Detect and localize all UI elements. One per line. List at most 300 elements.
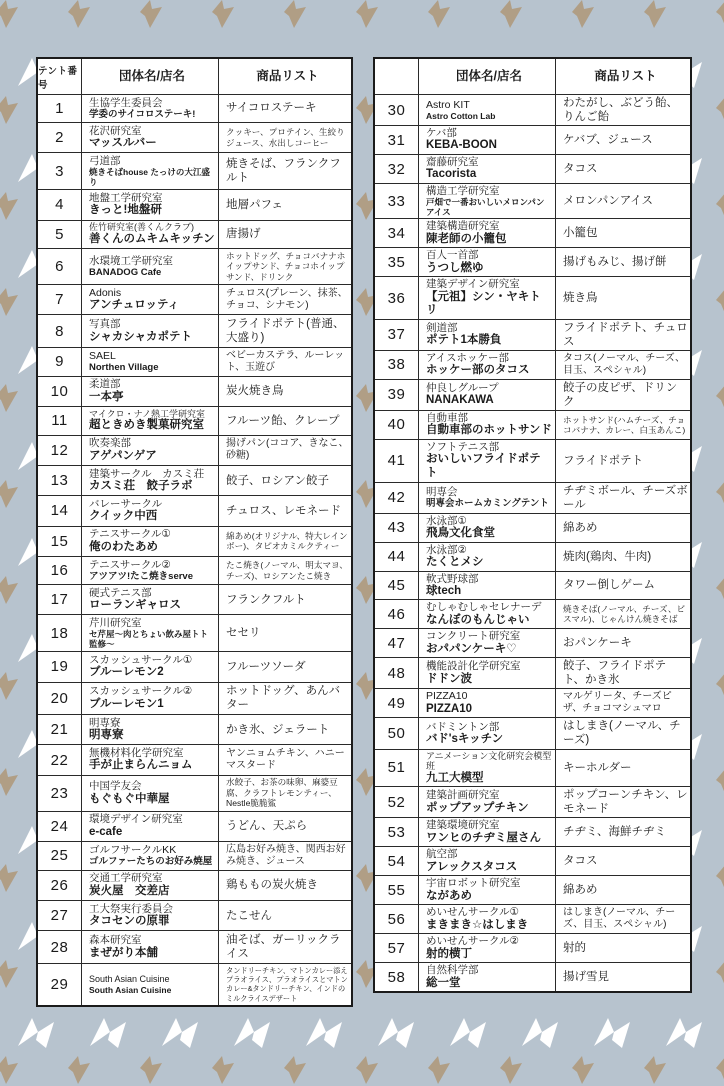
tent-number-cell <box>38 585 82 615</box>
items-cell <box>556 718 690 749</box>
items-cell <box>556 483 690 514</box>
org-name: ソフトテニス部 <box>426 440 500 453</box>
tent-number-cell <box>375 572 419 601</box>
header-row <box>38 59 351 95</box>
tent-number: 6 <box>55 258 64 276</box>
table-row <box>375 219 690 248</box>
item-list: 油そば、ガーリックライス <box>226 934 341 961</box>
shop-name: ドドン波 <box>426 672 472 685</box>
table-row <box>38 615 351 652</box>
tent-number-cell <box>375 184 419 219</box>
tent-number: 23 <box>50 784 69 802</box>
item-list: フライドポテト、チュロス <box>563 321 688 348</box>
item-list: 揚げもみじ、揚げ餅 <box>563 256 667 269</box>
org-shop-cell <box>419 658 556 689</box>
shop-name: 陳老師の小籠包 <box>426 232 507 245</box>
origami-bird-icon <box>66 1056 92 1086</box>
tent-number-cell <box>375 483 419 514</box>
item-list: たこ焼き(ノーマル、明太マヨ、チーズ)、ロシアンたこ焼き <box>226 560 348 581</box>
table-row <box>375 277 690 320</box>
items-cell <box>219 221 351 250</box>
org-shop-cell <box>419 126 556 155</box>
shop-name: South Asian Cuisine <box>89 984 172 995</box>
tent-number: 45 <box>387 576 406 594</box>
org-shop-cell <box>82 715 219 745</box>
table-row <box>38 496 351 526</box>
org-name: バドミントン部 <box>426 720 500 733</box>
tent-number-cell <box>375 351 419 380</box>
item-list: タワー倒しゲーム <box>563 579 655 592</box>
table-row <box>375 600 690 629</box>
items-cell <box>219 527 351 557</box>
tent-number-cell <box>375 411 419 440</box>
table-row <box>38 95 351 123</box>
shop-name: クイック中西 <box>89 510 158 523</box>
items-cell <box>556 440 690 483</box>
org-name: 構造工学研究室 <box>426 185 500 198</box>
org-name: 建築デザイン研究室 <box>426 278 520 291</box>
org-name: 地盤工学研究室 <box>89 191 163 204</box>
shop-name: カスミ荘 餃子ラボ <box>89 480 193 493</box>
table-row <box>375 184 690 219</box>
org-name: スカッシュサークル② <box>89 685 193 698</box>
tent-number-cell <box>38 652 82 682</box>
org-name: マイクロ・ナノ熱工学研究室 <box>89 408 206 419</box>
tent-number-cell <box>375 95 419 126</box>
item-list: 焼きそば(ノーマル、チーズ、ビスマル)、じゃんけん焼きそば <box>563 603 686 625</box>
items-cell <box>219 95 351 123</box>
tent-number: 55 <box>387 881 406 899</box>
org-shop-cell <box>82 901 219 931</box>
item-list: 地層パフェ <box>226 198 283 211</box>
shop-name: 明専会ホームカミングテント <box>426 498 549 510</box>
org-name: テニスサークル② <box>89 558 171 571</box>
tent-number: 15 <box>50 532 69 550</box>
shop-name: たくとメシ <box>426 555 484 568</box>
shop-name: 一本亭 <box>89 390 124 403</box>
shop-name: アンチュロッティ <box>89 299 180 312</box>
item-list: タコス <box>563 163 598 175</box>
tent-number-cell <box>375 718 419 749</box>
items-cell <box>556 277 690 320</box>
tent-list-table-left <box>36 57 353 1007</box>
origami-bird-icon <box>0 864 20 894</box>
org-name: 環境デザイン研究室 <box>89 813 183 826</box>
tent-number: 46 <box>387 605 406 623</box>
tent-number: 34 <box>387 224 406 242</box>
items-cell <box>556 351 690 380</box>
tent-number: 28 <box>50 938 69 956</box>
tent-number: 25 <box>50 847 69 865</box>
item-list: ポップコーンチキン、レモネード <box>563 789 688 816</box>
items-cell <box>556 95 690 126</box>
org-name: ケバ部 <box>426 127 457 140</box>
shop-name: ながあめ <box>426 889 472 902</box>
item-list: 焼き鳥 <box>563 292 598 305</box>
origami-bird-icon <box>426 0 452 30</box>
tent-number: 27 <box>50 907 69 925</box>
shop-name: 手が止まらんニョム <box>89 759 193 772</box>
tent-number-cell <box>375 847 419 876</box>
org-shop-cell <box>419 963 556 991</box>
tent-number-cell <box>375 514 419 543</box>
org-name: 航空部 <box>426 848 458 861</box>
item-list: 射的 <box>563 942 586 955</box>
org-name: ゴルフサークルKK <box>89 844 177 857</box>
items-cell <box>556 219 690 248</box>
shop-name: もぐもぐ中華屋 <box>89 792 170 805</box>
items-cell <box>219 153 351 190</box>
table-row <box>38 964 351 1005</box>
item-list: ケバブ、ジュース <box>563 134 653 147</box>
column-header-label: 商品リスト <box>594 68 657 83</box>
items-cell <box>556 689 690 718</box>
table-row <box>38 348 351 377</box>
item-list: 唐揚げ <box>226 228 261 241</box>
items-cell <box>219 466 351 496</box>
table-row <box>375 95 690 126</box>
tent-number-cell <box>38 931 82 963</box>
tent-number: 29 <box>50 975 69 993</box>
table-row <box>375 787 690 818</box>
tent-number-cell <box>38 901 82 931</box>
origami-bird-icon <box>714 864 724 894</box>
shop-name: きっと!地盤研 <box>89 204 162 217</box>
table-row <box>375 572 690 601</box>
origami-bird-icon <box>138 0 164 30</box>
tent-number: 7 <box>55 291 64 309</box>
table-row <box>38 585 351 615</box>
tent-number: 5 <box>55 225 64 243</box>
org-shop-cell <box>419 629 556 658</box>
origami-bird-icon <box>714 672 724 702</box>
table-row <box>375 963 690 991</box>
origami-bird-icon <box>0 480 20 510</box>
org-name: 自動車部 <box>426 412 468 425</box>
shop-name: おいしいフライドポテト <box>426 453 541 479</box>
tent-number-cell <box>38 407 82 436</box>
items-cell <box>219 652 351 682</box>
origami-crane-icon <box>16 1016 56 1052</box>
org-shop-cell <box>419 876 556 905</box>
org-shop-cell <box>419 277 556 320</box>
item-list: ヤンニョムチキン、ハニーマスタード <box>226 747 345 772</box>
item-list: 綿あめ(オリジナル、特大レインボー)、タピオカミルクティー <box>226 530 348 552</box>
org-name: 柔道部 <box>89 378 121 391</box>
org-name: 仲良しグループ <box>426 382 499 394</box>
shop-name: 九工大模型 <box>426 771 484 784</box>
items-cell <box>556 847 690 876</box>
items-cell <box>556 572 690 601</box>
org-name: 弓道部 <box>89 155 121 168</box>
shop-name: 自動車部のホットサンド <box>426 424 552 437</box>
item-list: 餃子、フライドポテト、かき氷 <box>563 660 667 687</box>
tent-number-cell <box>375 905 419 934</box>
items-column-header <box>219 59 351 95</box>
org-shop-cell <box>82 812 219 842</box>
org-name: 花沢研究室 <box>89 124 142 137</box>
items-cell <box>219 615 351 652</box>
org-shop-cell <box>419 689 556 718</box>
org-shop-cell <box>419 440 556 483</box>
org-shop-cell <box>82 776 219 812</box>
org-name: 芹川研究室 <box>89 617 142 630</box>
org-name: 明専寮 <box>89 716 121 729</box>
items-cell <box>556 963 690 991</box>
tent-number-cell <box>38 871 82 901</box>
table-row <box>38 557 351 585</box>
column-header-label: 団体名/店名 <box>119 69 185 84</box>
table-row <box>375 320 690 351</box>
org-name: 建築計画研究室 <box>426 789 500 802</box>
org-shop-cell <box>82 315 219 347</box>
item-list: サイコロステーキ <box>226 102 317 115</box>
tent-number: 16 <box>50 562 69 580</box>
tent-number-cell <box>38 95 82 123</box>
tent-number: 40 <box>387 416 406 434</box>
table-row <box>375 718 690 749</box>
table-row <box>375 847 690 876</box>
items-cell <box>219 377 351 407</box>
items-cell <box>219 683 351 715</box>
table-row <box>375 934 690 963</box>
org-shop-cell <box>82 527 219 557</box>
table-row <box>38 931 351 963</box>
origami-crane-icon <box>304 1016 344 1052</box>
org-shop-cell <box>419 95 556 126</box>
shop-name: 炭火屋 交差店 <box>89 884 170 897</box>
org-name: Adonis <box>89 286 122 299</box>
org-shop-cell <box>419 600 556 629</box>
tent-number-cell <box>375 689 419 718</box>
tent-number: 49 <box>387 694 406 712</box>
items-cell <box>556 818 690 847</box>
origami-bird-icon <box>714 384 724 414</box>
tent-number-cell <box>375 600 419 629</box>
origami-bird-icon <box>642 0 668 30</box>
org-name: 建築構造研究室 <box>426 220 500 233</box>
item-list: はしまき(ノーマル、チーズ) <box>563 720 681 747</box>
shop-name: 焼きそばhouse たっけの大江盛り <box>89 167 210 188</box>
table-row <box>38 683 351 715</box>
org-shop-cell <box>419 818 556 847</box>
origami-bird-icon <box>0 768 20 798</box>
org-name: 水環境工学研究室 <box>89 254 173 267</box>
shop-name: アゲパンゲア <box>89 449 157 462</box>
tent-number: 32 <box>387 160 406 178</box>
items-cell <box>219 745 351 775</box>
origami-bird-icon <box>0 384 20 414</box>
tent-number: 18 <box>50 624 69 642</box>
item-list: キーホルダー <box>563 761 632 774</box>
tent-number-cell <box>38 377 82 407</box>
item-list: 水餃子、お茶の味卵、麻婆豆腐、クラフトレモンティー、Nestle脆脆鯊 <box>226 777 338 809</box>
origami-bird-icon <box>0 576 20 606</box>
item-list: 餃子の皮ピザ、ドリンク <box>563 381 678 408</box>
items-cell <box>556 411 690 440</box>
table-row <box>375 750 690 788</box>
org-name: むしゃむしゃセレナーデ <box>426 601 542 614</box>
tent-number: 35 <box>387 253 406 271</box>
items-cell <box>219 407 351 436</box>
org-name: 森本研究室 <box>89 934 142 947</box>
items-cell <box>219 715 351 745</box>
org-shop-cell <box>82 871 219 901</box>
tent-number-cell <box>38 466 82 496</box>
origami-bird-icon <box>66 0 92 30</box>
origami-bird-icon <box>498 0 524 30</box>
table-row <box>38 466 351 496</box>
tent-number: 11 <box>51 412 68 430</box>
tent-number-cell <box>375 126 419 155</box>
org-shop-cell <box>419 184 556 219</box>
origami-crane-icon <box>592 1016 632 1052</box>
org-shop-column-header <box>82 59 219 95</box>
tent-number-cell <box>38 285 82 315</box>
org-shop-cell <box>419 155 556 184</box>
origami-bird-icon <box>714 768 724 798</box>
table-row <box>38 527 351 557</box>
tent-number-cell <box>38 745 82 775</box>
org-shop-cell <box>82 123 219 153</box>
item-list: 綿あめ <box>563 884 598 897</box>
shop-name: Tacorista <box>426 168 477 181</box>
tent-number: 9 <box>55 353 64 371</box>
table-row <box>38 436 351 466</box>
org-shop-cell <box>419 380 556 411</box>
shop-name: うつし燃ゆ <box>426 261 484 274</box>
shop-name: 【元祖】シン・ヤキトリ <box>426 290 541 317</box>
items-cell <box>556 184 690 219</box>
tent-number-cell <box>38 842 82 871</box>
shop-name: アレックスタコス <box>426 860 518 873</box>
items-cell <box>556 155 690 184</box>
item-list: チヂミボール、チーズボール <box>563 484 688 511</box>
origami-crane-icon <box>520 1016 560 1052</box>
org-shop-cell <box>82 285 219 315</box>
shop-name: 球tech <box>426 584 462 597</box>
org-name: 写真部 <box>89 318 121 331</box>
table-row <box>38 315 351 347</box>
item-list: マルゲリータ、チーズピザ、チョコマシュマロ <box>563 691 672 715</box>
origami-bird-icon <box>0 1056 20 1086</box>
table-row <box>38 221 351 250</box>
shop-name: ゴルファーたちのお好み焼屋 <box>89 856 213 868</box>
tent-number: 54 <box>387 852 406 870</box>
shop-name: KEBA-BOON <box>426 139 497 152</box>
tent-number: 10 <box>50 382 69 400</box>
org-name: 交通工学研究室 <box>89 872 163 885</box>
item-list: かき氷、ジェラート <box>226 723 330 736</box>
org-shop-cell <box>82 249 219 285</box>
item-list: おパンケーキ <box>563 637 632 650</box>
item-list: タコス(ノーマル、チーズ、目玉、スペシャル) <box>563 352 686 376</box>
org-name: 水泳部② <box>426 543 467 556</box>
org-name: テニスサークル① <box>89 528 171 541</box>
tent-number: 19 <box>50 658 69 676</box>
org-shop-cell <box>419 905 556 934</box>
origami-bird-icon <box>0 192 20 222</box>
shop-name: PIZZA10 <box>426 702 473 715</box>
tent-number: 56 <box>387 910 406 928</box>
table-row <box>375 380 690 411</box>
item-list: タコス <box>563 855 598 868</box>
origami-crane-icon <box>160 1016 200 1052</box>
org-name: 明専会 <box>426 485 458 498</box>
table-row <box>375 658 690 689</box>
shop-name: 総一堂 <box>426 976 461 989</box>
item-list: 揚げ雪見 <box>563 971 609 984</box>
tent-number: 52 <box>387 793 406 811</box>
org-shop-cell <box>82 221 219 250</box>
tent-number-column-header <box>375 59 419 95</box>
tent-number: 47 <box>387 634 406 652</box>
item-list: フルーツソーダ <box>226 660 306 673</box>
origami-bird-icon <box>0 960 20 990</box>
tent-number-cell <box>375 818 419 847</box>
origami-bird-icon <box>0 672 20 702</box>
org-shop-cell <box>82 683 219 715</box>
table-row <box>38 871 351 901</box>
table-row <box>375 483 690 514</box>
org-shop-cell <box>82 615 219 652</box>
origami-bird-icon <box>498 1056 524 1086</box>
tent-number-cell <box>375 934 419 963</box>
items-cell <box>219 776 351 812</box>
origami-crane-icon <box>664 1016 704 1052</box>
shop-name: ブルーレモン2 <box>89 666 164 679</box>
origami-bird-icon <box>714 1056 724 1086</box>
org-name: 剣道部 <box>426 321 458 334</box>
origami-bird-icon <box>0 0 20 30</box>
item-list: 焼肉(鶏肉、牛肉) <box>563 550 652 563</box>
tent-number-cell <box>375 543 419 572</box>
item-list: フライドポテト <box>563 454 644 467</box>
tent-number: 26 <box>50 876 69 894</box>
table-row <box>375 905 690 934</box>
table-row <box>375 440 690 483</box>
tent-number: 58 <box>387 968 406 986</box>
tent-number: 51 <box>387 759 406 777</box>
org-shop-cell <box>419 750 556 788</box>
tent-number-cell <box>38 190 82 220</box>
items-column-header <box>556 59 690 95</box>
org-name: 生協学生委員会 <box>89 96 163 109</box>
org-shop-cell <box>82 652 219 682</box>
tent-number-cell <box>375 248 419 277</box>
items-cell <box>556 543 690 572</box>
origami-bird-icon <box>0 288 20 318</box>
shop-name: シャカシャカポテト <box>89 330 193 343</box>
tent-number-cell <box>38 776 82 812</box>
tent-number-cell <box>38 123 82 153</box>
org-shop-cell <box>419 483 556 514</box>
shop-name: NANAKAWA <box>426 394 494 407</box>
table-row <box>38 776 351 812</box>
tent-number-cell <box>375 155 419 184</box>
shop-name: 飛鳥文化食堂 <box>426 526 495 539</box>
org-name: SAEL <box>89 349 116 362</box>
items-cell <box>556 787 690 818</box>
table-row <box>38 249 351 285</box>
tent-number-cell <box>38 557 82 585</box>
org-name: 建築サークル カスミ荘 <box>89 467 205 480</box>
table-row <box>375 411 690 440</box>
tent-number: 50 <box>387 724 406 742</box>
shop-name: BANADOG Cafe <box>89 267 162 279</box>
tent-number: 1 <box>55 100 64 117</box>
tent-number: 17 <box>50 591 69 609</box>
